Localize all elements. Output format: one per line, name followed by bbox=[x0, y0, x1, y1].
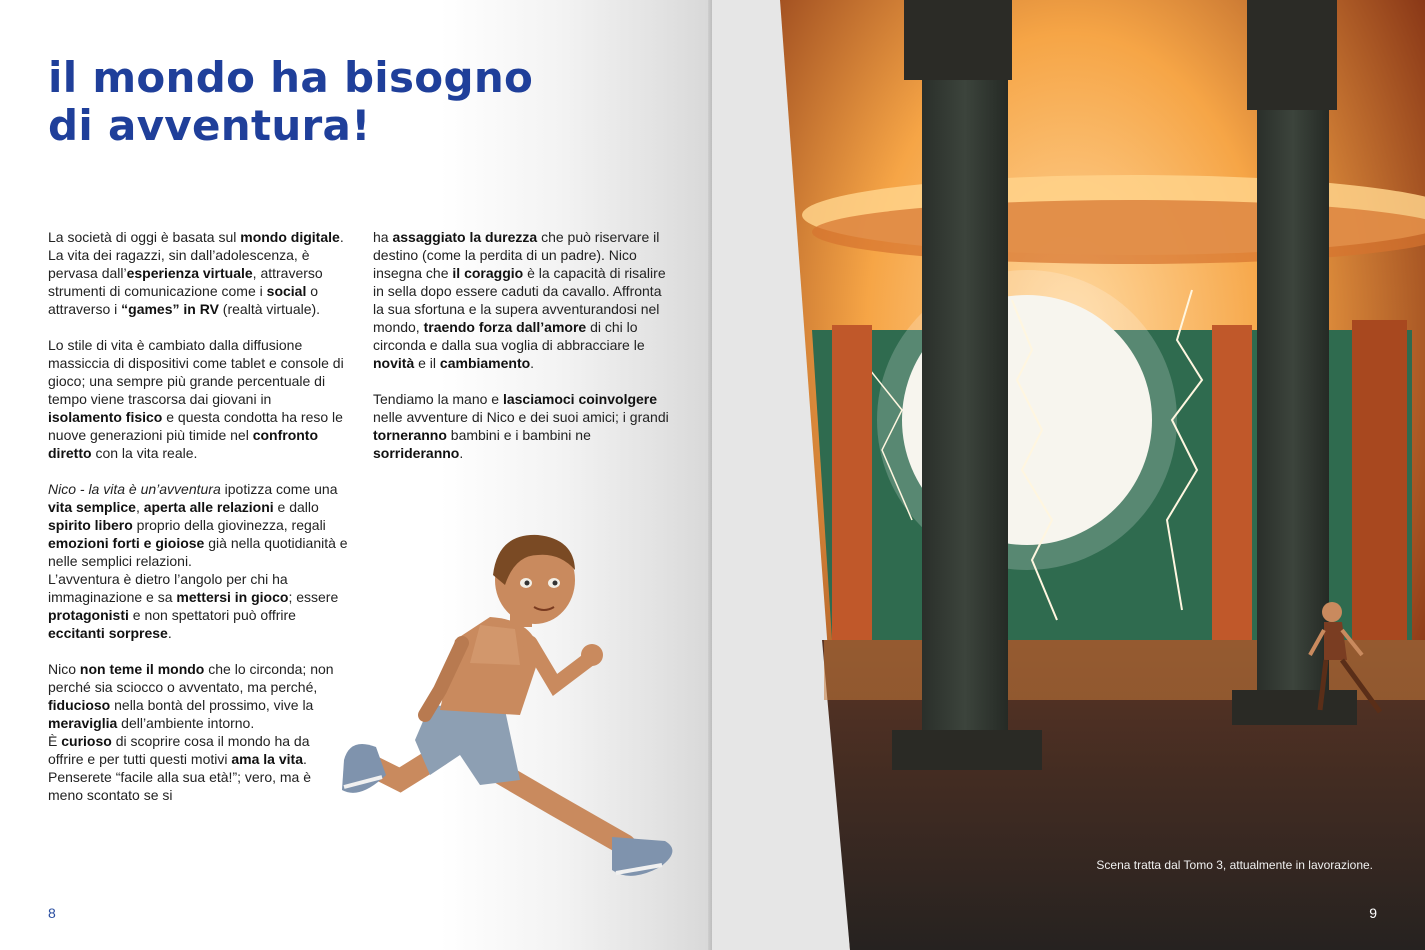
text: . La vita dei ragazzi, sin dall’adolescenza, è pervasa dall’ bbox=[48, 229, 344, 281]
bold-text: mettersi in gioco bbox=[176, 589, 289, 605]
bold-text: assaggiato la durezza bbox=[392, 229, 538, 245]
bold-text: fiducioso bbox=[48, 697, 111, 713]
text: , bbox=[135, 499, 144, 515]
bold-text: lasciamoci coinvolgere bbox=[502, 391, 658, 407]
text-column-1 bbox=[48, 228, 348, 822]
bold-text: isolamento fisico bbox=[48, 409, 163, 425]
text: e il bbox=[414, 355, 440, 371]
bold-text: aperta alle relazioni bbox=[143, 499, 274, 515]
italic-text: Nico - la vita è un’avventura bbox=[48, 481, 221, 497]
bold-text: confronto diretto bbox=[48, 427, 319, 461]
text: di chi lo circonda e dalla sua voglia di abbracciare le bbox=[373, 319, 645, 353]
bold-text: esperienza virtuale bbox=[126, 265, 253, 281]
title-line-2: di avventura! bbox=[48, 101, 371, 150]
text: dell’ambiente intorno. bbox=[117, 715, 255, 731]
page-number-left: 8 bbox=[48, 905, 56, 921]
bold-text: social bbox=[266, 283, 307, 299]
text: La società di oggi è basata sul bbox=[48, 229, 241, 245]
right-page bbox=[712, 0, 1425, 950]
text: . bbox=[530, 355, 535, 371]
text: . Penserete “facile alla sua età!”; vero, ma è meno scontato se si bbox=[48, 751, 312, 803]
bold-text: traendo forza dall’amore bbox=[423, 319, 587, 335]
text: nella bontà del prossimo, vive la bbox=[110, 697, 314, 713]
text: . bbox=[167, 625, 172, 641]
text: Tendiamo la mano e bbox=[373, 391, 503, 407]
text: ; essere bbox=[288, 589, 339, 605]
text: già nella quotidianità e nelle semplici relazioni. bbox=[48, 535, 348, 569]
bold-text: curioso bbox=[61, 733, 112, 749]
text: e questa condotta ha reso le nuove generazioni più timide nel bbox=[48, 409, 343, 443]
text: . bbox=[459, 445, 464, 461]
bold-text: eccitanti sorprese bbox=[48, 625, 168, 641]
paragraph bbox=[48, 480, 348, 642]
text: È bbox=[48, 733, 62, 749]
text: è la capacità di risalire in sella dopo essere caduti da cavallo. Affronta la sua sfortuna e la supera avventurandosi nel mondo, bbox=[373, 265, 666, 335]
running-boy-illustration bbox=[330, 525, 700, 915]
text: e non spettatori può offrire bbox=[128, 607, 296, 623]
text: bambini e i bambini ne bbox=[446, 427, 591, 443]
text: Lo stile di vita è cambiato dalla diffusione massiccia di dispositivi come tablet e console di gioco; una sempre più grande percentuale di tempo viene trascorsa dai giovani in bbox=[48, 337, 344, 407]
illustration-caption: Scena tratta dal Tomo 3, attualmente in lavorazione. bbox=[1096, 858, 1373, 872]
bold-text: sorrideranno bbox=[373, 445, 460, 461]
left-page bbox=[0, 0, 712, 950]
text: ipotizza come una bbox=[220, 481, 338, 497]
text: o attraverso i bbox=[48, 283, 319, 317]
page-title bbox=[48, 54, 533, 150]
bold-text: ama la vita bbox=[231, 751, 303, 767]
bold-text: protagonisti bbox=[48, 607, 129, 623]
page-number-right: 9 bbox=[1369, 905, 1377, 921]
bold-text: meraviglia bbox=[48, 715, 118, 731]
bold-text: il coraggio bbox=[452, 265, 524, 281]
bold-text: emozioni forti e gioiose bbox=[48, 535, 205, 551]
text: ha bbox=[373, 229, 393, 245]
paragraph bbox=[373, 390, 673, 462]
text: nelle avventure di Nico e dei suoi amici; i grandi bbox=[373, 409, 669, 425]
bold-text: cambiamento bbox=[439, 355, 531, 371]
text: e dallo bbox=[273, 499, 319, 515]
text: Nico bbox=[48, 661, 80, 677]
bold-text: mondo digitale bbox=[240, 229, 340, 245]
bold-text: non teme il mondo bbox=[79, 661, 205, 677]
text: che può riservare il destino (come la perdita di un padre). Nico insegna che bbox=[373, 229, 660, 281]
text: (realtà virtuale). bbox=[218, 301, 321, 317]
bold-text: “games” in RV bbox=[121, 301, 219, 317]
paragraph bbox=[48, 660, 348, 804]
text: che lo circonda; non perché sia sciocco o avventato, ma perché, bbox=[48, 661, 334, 695]
bold-text: novità bbox=[373, 355, 415, 371]
bold-text: spirito libero bbox=[48, 517, 133, 533]
paragraph bbox=[373, 228, 673, 372]
paragraph bbox=[48, 336, 348, 462]
text: di scoprire cosa il mondo ha da offrire e per tutti questi motivi bbox=[48, 733, 310, 767]
bold-text: vita semplice bbox=[48, 499, 136, 515]
text: proprio della giovinezza, regali bbox=[132, 517, 326, 533]
temple-portal-illustration bbox=[712, 0, 1425, 950]
paragraph bbox=[48, 228, 348, 318]
text: L’avventura è dietro l’angolo per chi ha immaginazione e sa bbox=[48, 571, 288, 605]
bold-text: torneranno bbox=[373, 427, 447, 443]
text: , attraverso strumenti di comunicazione come i bbox=[48, 265, 323, 299]
text: con la vita reale. bbox=[91, 445, 198, 461]
text-column-2 bbox=[373, 228, 673, 480]
title-line-1: il mondo ha bisogno bbox=[48, 53, 534, 102]
